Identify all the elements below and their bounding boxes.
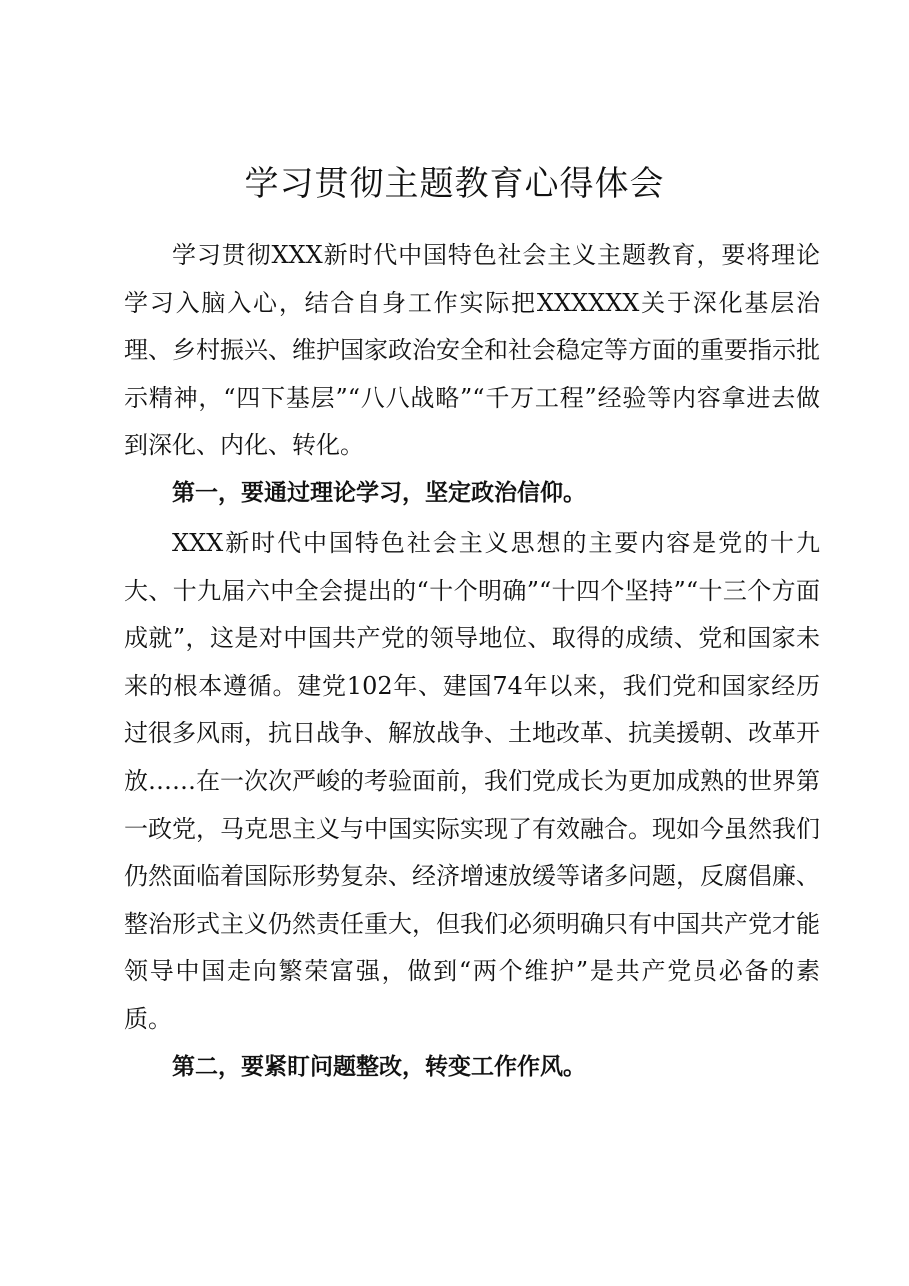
paragraph-intro: 学习贯彻XXX新时代中国特色社会主义主题教育，要将理论学习入脑入心，结合自身工作实际把XXXXXX关于深化基层治理、乡村振兴、维护国家政治安全和社会稳定等方面的重要指示批示精神，“四下基层”“八八战略”“千万工程”经验等内容拿进去做到深化、内化、转化。 xyxy=(124,241,820,460)
document-title: 学习贯彻主题教育心得体会 xyxy=(244,164,665,204)
section-heading-second: 第二，要紧盯问题整改，转变工作作风。 xyxy=(172,1054,586,1080)
section-heading-first: 第一，要通过理论学习，坚定政治信仰。 xyxy=(172,480,586,506)
paragraph-theory: XXX新时代中国特色社会主义思想的主要内容是党的十九大、十九届六中全会提出的“十个明确”“十四个坚持”“十三个方面成就”，这是对中国共产党的领导地位、取得的成绩、党和国家未来的根本遵循。建党102年、建国74年以来，我们党和国家经历过很多风雨，抗日战争、解放战争、土地改革、抗美援朝、改革开放……在一次次严峻的考验面前，我们党成长为更加成熟的世界第一政党，马克思主义与中国实际实现了有效融合。现如今虽然我们仍然面临着国际形势复杂、经济增速放缓等诸多问题，反腐倡廉、整治形式主义仍然责任重大，但我们必须明确只有中国共产党才能领导中国走向繁荣富强，做到“两个维护”是共产党员必备的素质。 xyxy=(124,529,820,1033)
